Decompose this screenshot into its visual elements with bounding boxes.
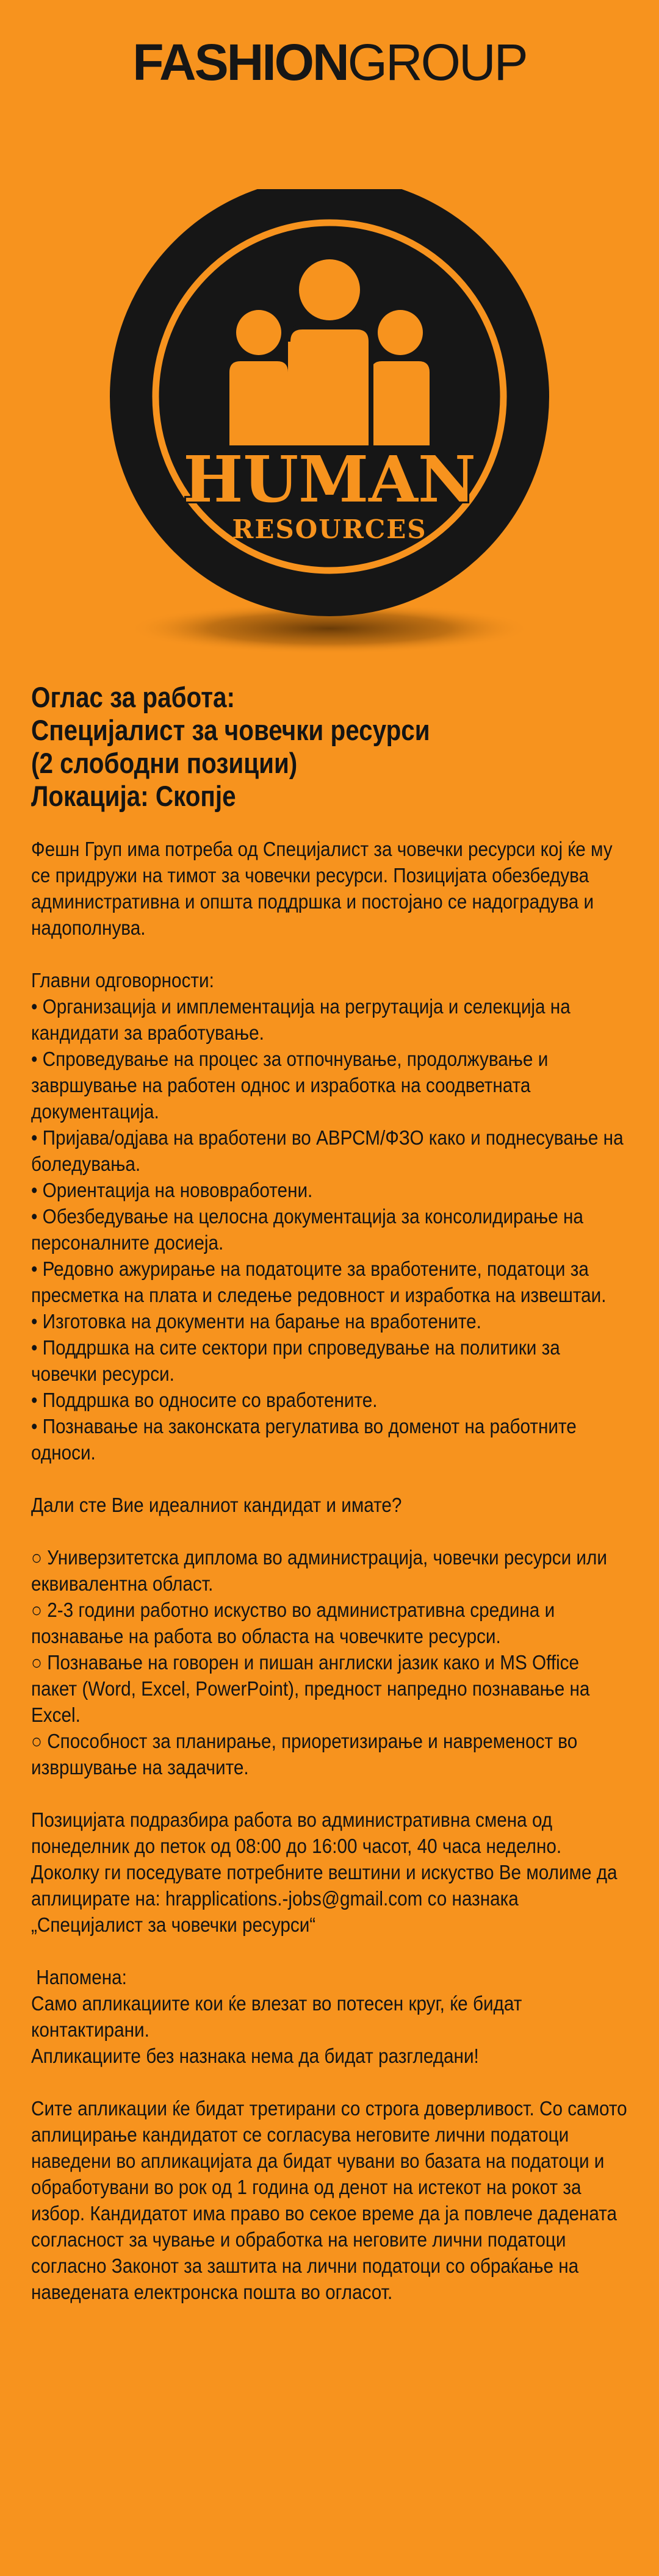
responsibilities-heading: Главни одговорности:: [31, 969, 214, 991]
responsibilities-section: [31, 967, 629, 1466]
privacy-paragraph: Сите апликации ќе бидат третирани со строга доверливост. Со самото аплицирање кандидатот се согласува неговите лични податоци наведени во апликацијата да бидат чувани во базата на податоци и обработувани во рок од 1 година од денот на истекот на рокот за избор. Кандидатот има право во секое време да ја повлече дадената согласност за чување и обработка на неговите лични податоци согласно Законот за заштита на лични податоци со обраќање на наведената електронска пошта во огласот.: [31, 2097, 627, 2303]
requirements-section: [31, 1492, 629, 1780]
header: [0, 34, 659, 91]
intro-paragraph: Фешн Груп има потреба од Специјалист за човечки ресурси кој ќе му се придружи на тимот за човечки ресурси. Позицијата обезбедува административна и општа поддршка и постојано се надоградува и надополнува.: [31, 838, 613, 939]
list-item: ○ 2-3 години работно искуство во административна средина и познавање на работа во областа на човечките ресурси.: [31, 1599, 555, 1647]
note-line-1: Само апликациите кои ќе влезат во потесен круг, ќе бидат контактирани.: [31, 1992, 522, 2041]
posting-body: [31, 836, 629, 2305]
conditions-paragraph: Позицијата подразбира работа во административна смена од понеделник до петок од 08:00 до 16:00 часот, 40 часа неделно. Доколку ги поседувате потребните вештини и искуство Ве молиме да аплицирате на: hrapplications.-jobs@gmail.com со назнака „Специјалист за човечки ресурси“: [31, 1808, 618, 1936]
title-line-3: (2 слободни позиции): [31, 747, 298, 779]
list-item: • Обезбедување на целосна документација за консолидирање на персоналните досиеја.: [31, 1205, 583, 1254]
posting-title: [31, 681, 629, 813]
list-item: • Спроведување на процес за отпочнување, продолжување и завршување на работен однос и изработка на соодветната документација.: [31, 1048, 549, 1123]
title-line-4: Локација: Скопје: [31, 780, 236, 812]
list-item: ○ Универзитетска диплома во администрација, човечки ресурси или еквивалентна област.: [31, 1546, 607, 1595]
list-item: • Редовно ажурирање на податоците за вработените, податоци за пресметка на плата и следење редовност и изработка на извештаи.: [31, 1257, 607, 1306]
brand-bold: FASHION: [132, 34, 348, 91]
list-item: • Познавање на законската регулатива во доменот на работните односи.: [31, 1415, 577, 1464]
responsibilities-list: [31, 993, 629, 1466]
job-posting: [31, 681, 629, 2331]
brand-logo: [132, 34, 527, 91]
title-line-1: Оглас за работа:: [31, 681, 235, 713]
note-heading: Напомена:: [31, 1966, 127, 1988]
human-resources-emblem: [0, 189, 659, 665]
list-item: ○ Познавање на говорен и пишан англиски јазик како и MS Office пакет (Word, Excel, PowerPoint), предност напредно познавање на Excel.: [31, 1651, 590, 1726]
list-item: ○ Способност за планирање, приоретизирање и навременост во извршување на задачите.: [31, 1730, 578, 1779]
list-item: • Поддршка на сите сектори при спроведување на политики за човечки ресурси.: [31, 1336, 560, 1385]
requirements-heading: Дали сте Вие идеалниот кандидат и имате?: [31, 1494, 402, 1516]
list-item: • Поддршка во односите со вработените.: [31, 1389, 378, 1411]
emblem-line2: RESOURCES: [232, 514, 427, 544]
brand-light: GROUP: [347, 34, 527, 91]
emblem-line1: HUMAN: [183, 442, 476, 517]
requirements-list: [31, 1544, 629, 1780]
list-item: • Изготовка на документи на барање на вработените.: [31, 1310, 481, 1333]
note-line-2: Апликациите без назнака нема да бидат разгледани!: [31, 2045, 479, 2067]
note-section: [31, 1964, 629, 2069]
title-line-2: Специјалист за човечки ресурси: [31, 714, 430, 746]
list-item: • Организација и имплементација на регрутација и селекција на кандидати за вработување.: [31, 995, 571, 1044]
list-item: • Ориентација на нововработени.: [31, 1179, 313, 1201]
list-item: • Пријава/одјава на вработени во АВРСМ/ФЗО како и поднесување на боледувања.: [31, 1126, 624, 1175]
